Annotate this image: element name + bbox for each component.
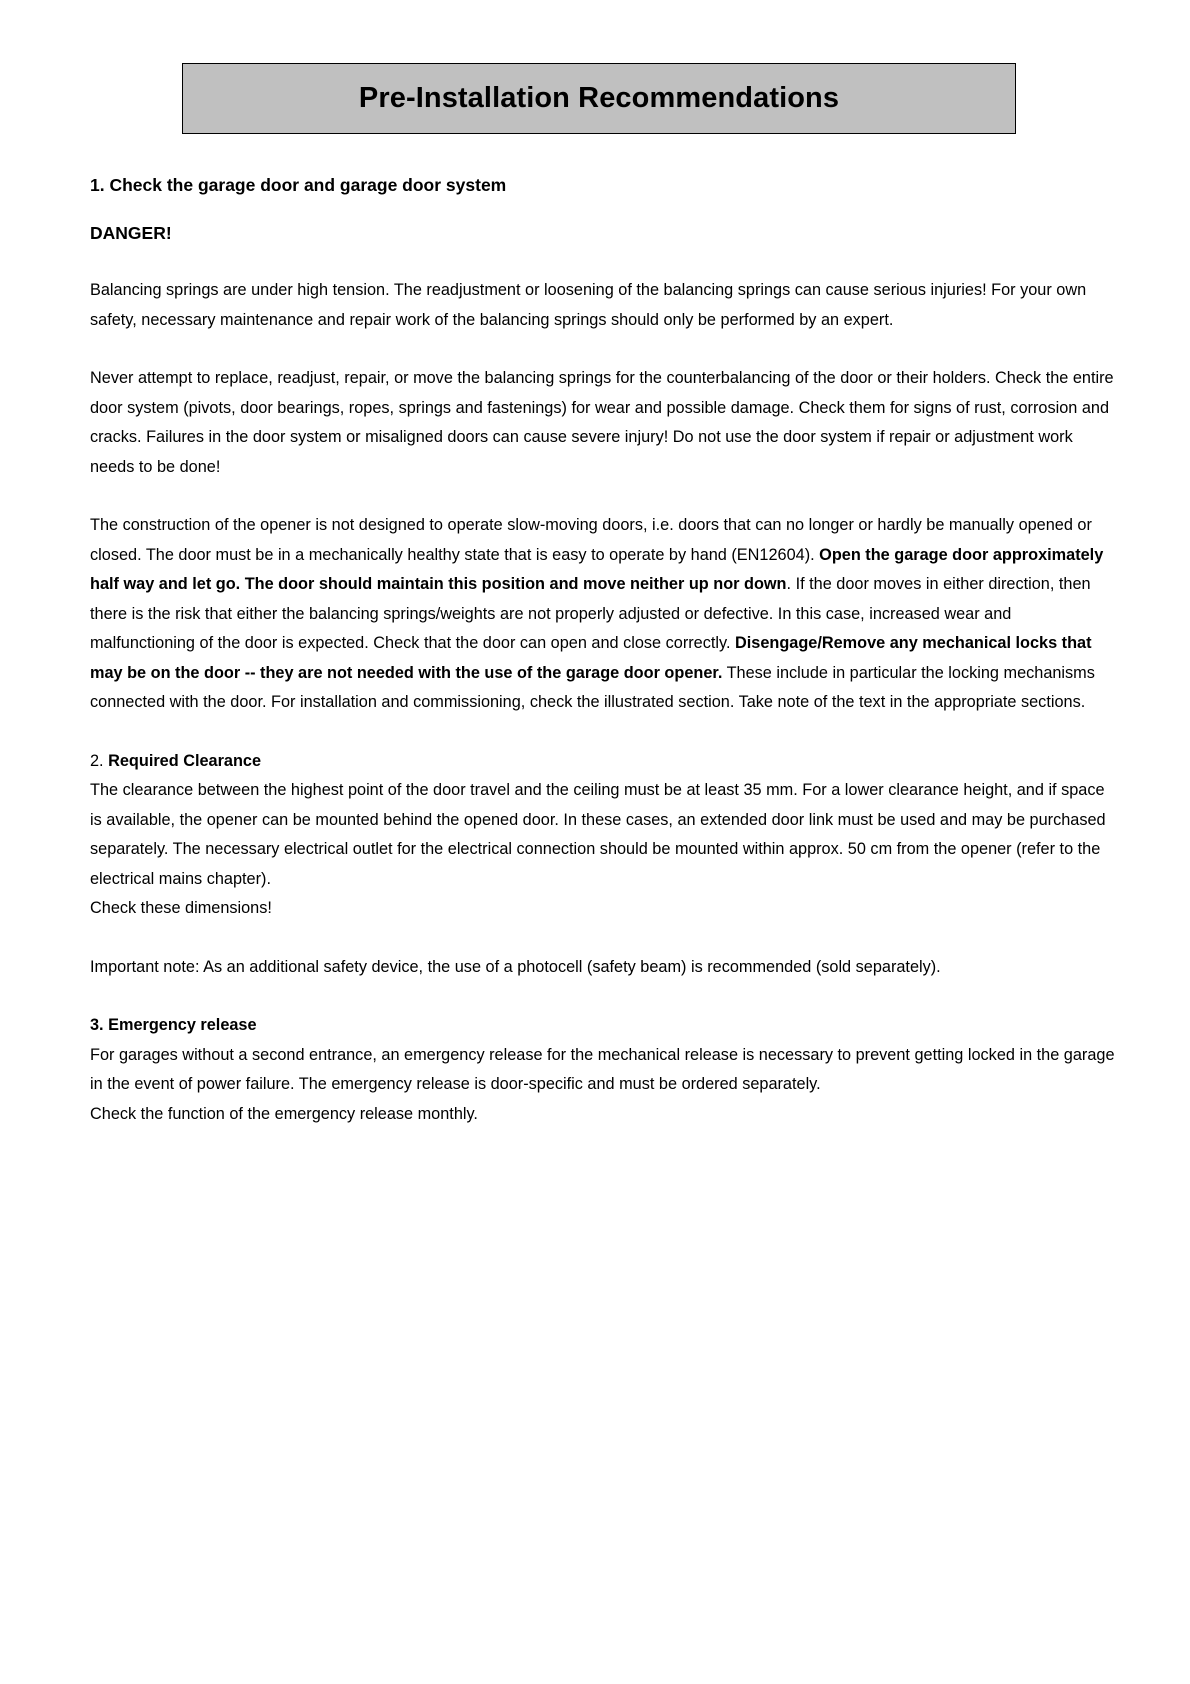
section2-heading-text: Required Clearance [108,751,262,770]
section1-para2: Never attempt to replace, readjust, repair, or move the balancing springs for the counterbalancing of the door or their holders. Check the entire door system (pivots, door bearings, ropes, springs and fastenings) for wear and possible damage. Check them for signs of rust, corrosion and cracks. Failures in the door system or misaligned doors can cause severe injury! Do not use the door system if repair or adjustment work needs to be done! [90,369,1114,476]
page-title: Pre-Installation Recommendations [358,82,840,114]
section1-para3-text-c: . If the door moves in either direction, then there is the risk that either the balancing springs/weights are not properly adjusted or defective. In this case, increased wear and malfunctioning of the door is expected. Check that the door can open and close correctly. [90,575,1091,652]
section2-heading [90,747,1120,777]
section2-para1: The clearance between the highest point of the door travel and the ceiling must be at least 35 mm. For a lower clearance height, and if space is available, the opener can be mounted behind the opened door. In these cases, an extended door link must be used and may be purchased separately. The necessary electrical outlet for the electrical connection should be mounted within approx. 50 cm from the opener (refer to the electrical mains chapter). [90,781,1106,888]
section3-heading [90,1011,1120,1041]
section1-para3-text-e: These include in particular the locking mechanisms connected with the door. For installation and commissioning, check the illustrated section. Take note of the text in the appropriate sections. [90,663,1095,711]
section1-para3-bold-b: Open the garage door approximately half way and let go. The door should maintain this position and move neither up nor down [90,545,1104,593]
section1-heading: 1. Check the garage door and garage door system [90,175,507,195]
section1-para3-bold-d: Disengage/Remove any mechanical locks that may be on the door -- they are not needed with the use of the garage door opener. [90,634,1092,682]
title-box [182,63,1016,134]
section3-para1: For garages without a second entrance, an emergency release for the mechanical release is necessary to prevent getting locked in the garage in the event of power failure. The emergency release is door-specific and must be ordered separately. [90,1045,1115,1093]
section3-heading-text: 3. Emergency release [90,1016,257,1034]
section2-para2: Check these dimensions! [90,899,272,917]
section2-number: 2. [90,751,109,770]
section3-para2: Check the function of the emergency release monthly. [90,1104,478,1123]
section1-para1: Balancing springs are under high tension. The readjustment or loosening of the balancing springs can cause serious injuries! For your own safety, necessary maintenance and repair work of the balancing springs should only be performed by an expert. [90,281,1087,329]
danger-label: DANGER! [90,222,172,243]
section1-para3-text-a: The construction of the opener is not designed to operate slow-moving doors, i.e. doors that can no longer or hardly be manually opened or closed. The door must be in a mechanically healthy state that is easy to operate by hand (EN12604). [90,516,1092,564]
section1-para3 [90,511,1120,718]
important-note: Important note: As an additional safety device, the use of a photocell (safety beam) is recommended (sold separately). [90,957,941,976]
document-body [90,171,1120,1129]
